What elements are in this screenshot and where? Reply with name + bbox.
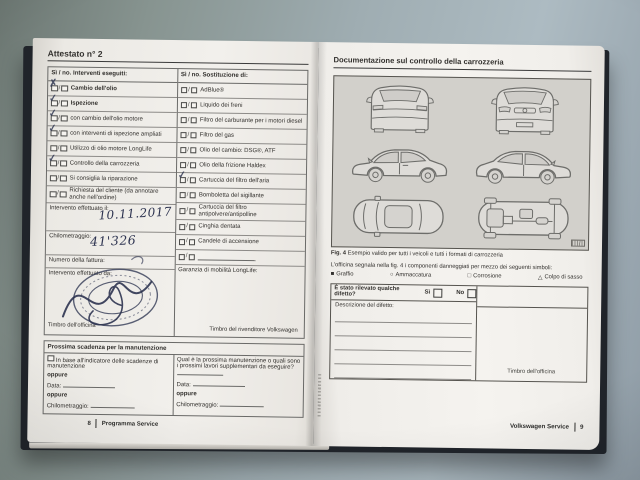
pen-mark: ✓ bbox=[48, 92, 59, 105]
service-item-label: Si consiglia la riparazione bbox=[69, 175, 138, 183]
car-side-left-view-icon bbox=[347, 138, 450, 186]
legend-label: Colpo di sasso bbox=[544, 274, 583, 281]
pen-mark: ✓ bbox=[47, 122, 58, 135]
workshop-stamp-label: Timbro dell'officina bbox=[47, 322, 96, 329]
defect-report-box bbox=[329, 283, 588, 383]
checkbox-pair: / bbox=[178, 238, 195, 245]
checkbox-pair: / bbox=[51, 85, 68, 92]
car-front-view-icon bbox=[478, 83, 571, 136]
checkbox-pair: / bbox=[179, 223, 196, 230]
footer-divider bbox=[574, 423, 575, 432]
checkbox-pair: / bbox=[50, 130, 67, 137]
body-damage-figure bbox=[331, 75, 591, 251]
checkbox bbox=[190, 162, 197, 169]
service-item-label: Candele di accensione bbox=[198, 238, 259, 246]
checkbox bbox=[50, 191, 57, 198]
defect-question: È stato rilevato qualche difetto? bbox=[334, 284, 400, 298]
mileage-label: Chilometraggio: bbox=[49, 233, 92, 240]
table-header: Sì / no. Sostituzione di: bbox=[178, 69, 308, 85]
checkbox-pair: / bbox=[51, 100, 68, 107]
checkbox-pair: / bbox=[180, 132, 197, 139]
checkbox-pair: / bbox=[179, 192, 196, 199]
car-side-right-view-icon bbox=[472, 140, 575, 188]
service-item-label: Bomboletta del sigillante bbox=[198, 191, 264, 199]
workshop-stamp-label: Timbro dell'officina bbox=[507, 368, 556, 375]
damage-symbol-icon: ■ bbox=[330, 271, 335, 278]
brand-name: Volkswagen Service bbox=[509, 422, 570, 431]
pen-mark: ✗ bbox=[48, 77, 59, 90]
oppure-label: oppure bbox=[176, 390, 197, 398]
checkbox-pair: / bbox=[180, 147, 197, 154]
checkbox bbox=[188, 254, 195, 261]
spine-part-number bbox=[318, 374, 322, 418]
checkbox-pair: / bbox=[50, 175, 67, 182]
service-booklet bbox=[27, 38, 605, 450]
service-item-row bbox=[47, 152, 176, 173]
car-top-view-icon bbox=[347, 194, 450, 240]
checkbox-pair: / bbox=[179, 208, 196, 215]
checkbox bbox=[60, 145, 67, 152]
service-item-label: Ispezione bbox=[70, 100, 98, 107]
performed-by-label: Intervento effettuato da: bbox=[48, 270, 112, 277]
checkbox bbox=[181, 87, 188, 94]
legend-intro: L'officina segnala nella fig. 4 i componenti danneggiati per mezzo dei seguenti simboli: bbox=[330, 262, 553, 272]
service-item-row bbox=[176, 203, 306, 222]
page-title: Attestato n° 2 bbox=[48, 48, 309, 65]
checkbox bbox=[179, 192, 186, 199]
service-item-label: Utilizzo di olio motore LongLife bbox=[69, 145, 152, 153]
warranty-label: Garanzia di mobilità LongLife: bbox=[178, 266, 258, 274]
legend-item bbox=[390, 272, 431, 280]
page-number: 8 bbox=[87, 420, 91, 427]
checkbox bbox=[60, 191, 67, 198]
service-item-label: con cambio dell'olio motore bbox=[70, 115, 143, 123]
service-item-label: Cartuccia del filtro dell'aria bbox=[199, 176, 270, 184]
checkbox bbox=[191, 87, 198, 94]
service-item-label: Filtro del gas bbox=[199, 131, 235, 139]
checkbox-pair: / bbox=[179, 177, 196, 184]
date-field: Data: bbox=[47, 382, 170, 392]
left-page-footer bbox=[87, 419, 158, 429]
pen-mark: ✓ bbox=[47, 152, 58, 165]
damage-symbol-icon: □ bbox=[467, 273, 472, 280]
page-number: 9 bbox=[579, 423, 584, 431]
legend-item bbox=[468, 273, 502, 280]
yes-option: Sì bbox=[425, 288, 443, 297]
damage-symbol-icon: ○ bbox=[389, 272, 394, 279]
right-page-footer bbox=[510, 422, 584, 432]
service-item-label: con interventi di ispezione ampliati bbox=[70, 130, 162, 138]
car-underbody-view-icon bbox=[472, 195, 575, 241]
defect-description-area bbox=[330, 300, 476, 380]
no-checkbox bbox=[467, 289, 476, 298]
checkbox bbox=[180, 162, 187, 169]
handwritten-date: 10.11.2017 bbox=[98, 204, 173, 223]
checkbox bbox=[190, 117, 197, 124]
table-header: Sì / no. Interventi eseguiti: bbox=[48, 67, 177, 83]
service-item-label: Olio della frizione Haldex bbox=[199, 161, 266, 169]
performed-by-cell bbox=[45, 268, 174, 333]
checkbox-pair: / bbox=[50, 145, 67, 152]
legend-item bbox=[331, 271, 354, 278]
checkbox bbox=[189, 192, 196, 199]
checkbox bbox=[61, 130, 68, 137]
checkbox-pair: / bbox=[180, 102, 197, 109]
checkbox bbox=[180, 132, 187, 139]
checkbox bbox=[50, 145, 57, 152]
legend-label: Corrosione bbox=[473, 273, 502, 280]
checkbox bbox=[61, 85, 68, 92]
oppure-label: oppure bbox=[47, 372, 68, 379]
checkbox bbox=[180, 117, 187, 124]
next-service-option: In base all'indicatore delle scadenze di manutenzione bbox=[47, 355, 170, 371]
checkbox-pair: / bbox=[51, 115, 68, 122]
checkbox-pair: / bbox=[180, 162, 197, 169]
figure-reference-code bbox=[571, 240, 585, 247]
checkbox-pair: / bbox=[180, 117, 197, 124]
checkbox bbox=[191, 102, 198, 109]
checkbox bbox=[189, 239, 196, 246]
next-service-question: Qual è la prossima manutenzione o quali sono i prossimi lavori supplementari da eseguire? bbox=[177, 357, 301, 379]
checkbox-pair: / bbox=[50, 160, 67, 167]
mileage-field: Chilometraggio: bbox=[47, 402, 170, 412]
right-page bbox=[313, 42, 605, 450]
checkbox bbox=[61, 115, 68, 122]
oppure-label: oppure bbox=[46, 392, 68, 399]
checkbox-pair: / bbox=[50, 191, 67, 198]
description-line bbox=[334, 364, 471, 380]
booklet-name: Programma Service bbox=[101, 420, 159, 428]
checkbox-pair: / bbox=[181, 87, 198, 94]
checkbox bbox=[179, 208, 186, 215]
service-item-label: Cartuccia del filtro antipolvere/antipolline bbox=[198, 204, 257, 219]
service-item-row bbox=[47, 171, 176, 188]
yes-checkbox bbox=[433, 288, 442, 297]
pen-mark: ✓ bbox=[48, 107, 58, 120]
checkbox bbox=[189, 224, 196, 231]
service-item-label: Richiesta del cliente (da annotare anche nell'ordine) bbox=[69, 187, 159, 202]
service-item-row bbox=[47, 186, 176, 205]
dealer-stamp-label: Timbro del rivenditore Volkswagen bbox=[209, 326, 298, 334]
checkbox bbox=[180, 147, 187, 154]
legend-item bbox=[538, 274, 583, 282]
invoice-label: Numero della fattura: bbox=[48, 257, 105, 264]
service-date-cell bbox=[46, 203, 175, 233]
handwritten-mileage: 41'326 bbox=[89, 232, 137, 249]
service-item-label: AdBlue® bbox=[200, 86, 225, 94]
blank-line bbox=[198, 254, 256, 261]
page-title: Documentazione sul controllo della carrozzeria bbox=[333, 55, 591, 72]
checkbox bbox=[47, 355, 54, 362]
service-table bbox=[44, 66, 309, 338]
checkbox bbox=[60, 175, 67, 182]
checkbox bbox=[180, 102, 187, 109]
legend-label: Ammaccatura bbox=[395, 272, 432, 279]
service-item-label: Liquido dei freni bbox=[200, 101, 243, 109]
checkbox-pair: / bbox=[178, 253, 195, 260]
next-service-header: Prossima scadenza per la manutenzione bbox=[44, 341, 303, 357]
checkbox bbox=[50, 175, 57, 182]
service-item-label: Cinghia dentata bbox=[198, 223, 241, 231]
legend-label: Graffio bbox=[336, 271, 354, 278]
next-service-box bbox=[43, 340, 305, 418]
checkbox bbox=[60, 160, 67, 167]
footer-divider bbox=[96, 419, 97, 428]
checkbox bbox=[179, 224, 186, 231]
no-option: No bbox=[456, 289, 476, 298]
service-item-label: Cambio dell'olio bbox=[70, 85, 117, 92]
checkbox bbox=[178, 239, 185, 246]
checkbox bbox=[61, 100, 68, 107]
checkbox bbox=[190, 147, 197, 154]
left-page bbox=[27, 38, 319, 446]
mileage-field: Chilometraggio: bbox=[176, 400, 300, 410]
checkbox bbox=[189, 208, 196, 215]
service-item-label: Olio del cambio: DSG®, ATF bbox=[199, 146, 276, 154]
service-item-label: Filtro del carburante per i motori diesel bbox=[199, 116, 303, 125]
service-item-row bbox=[47, 122, 176, 143]
damage-symbol-legend bbox=[331, 271, 589, 282]
defect-description-label: Descrizione del difetto: bbox=[335, 302, 394, 309]
mileage-cell bbox=[46, 231, 175, 257]
car-rear-view-icon bbox=[353, 81, 446, 134]
date-field: Data: bbox=[176, 380, 300, 390]
damage-symbol-icon: △ bbox=[537, 274, 543, 281]
date-label: Intervento effettuato il: bbox=[49, 205, 109, 212]
service-item-label: Controllo della carrozzeria bbox=[69, 160, 140, 168]
mobility-warranty-cell bbox=[174, 265, 304, 338]
figure-caption: Fig. 4 Esempio valido per tutti i veicoli e tutti i formati di carrozzeria bbox=[330, 250, 503, 259]
pen-mark: ✓ bbox=[176, 169, 187, 182]
checkbox bbox=[190, 132, 197, 139]
checkbox bbox=[190, 177, 197, 184]
service-item-row bbox=[47, 141, 176, 158]
checkbox bbox=[178, 254, 185, 261]
